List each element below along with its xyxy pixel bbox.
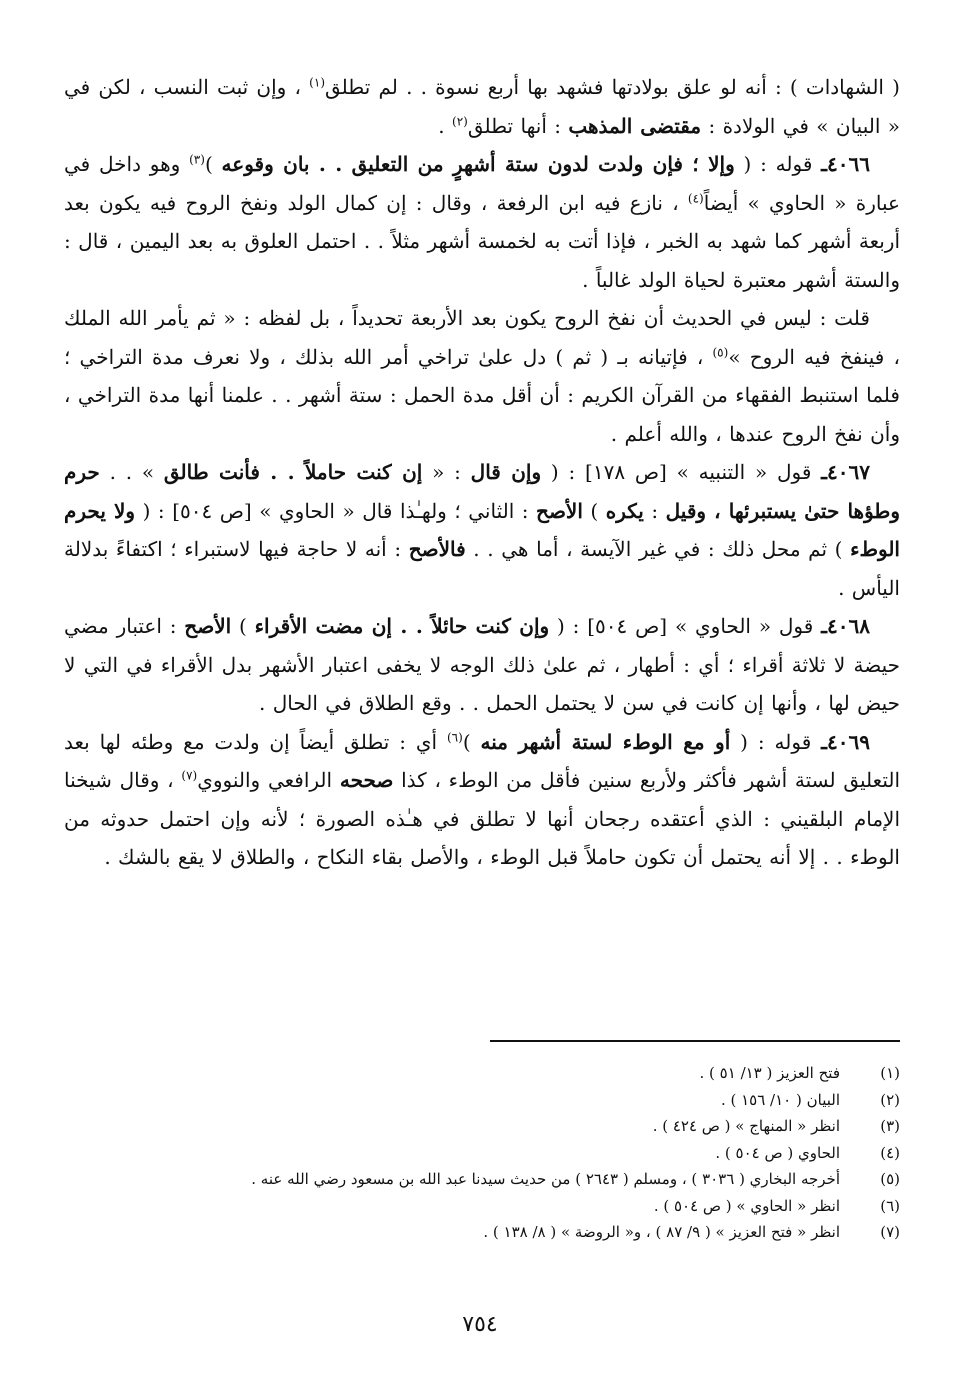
text-run: ، وقال شيخنا الإمام البلقيني : الذي أعتقده رجحان أنها لا تطلق في هـٰذه الصورة ؛ لأنه وإن احتمل حدوثه من الوطء . . إلا أنه يحتمل أن تكون حاملاً قبل الوطء ، والأصل بقاء النكاح ، والطلاق لا يقع بالشك . <box>64 768 900 869</box>
footnote-marker: (٣) <box>189 152 205 167</box>
bold-text-run: إن كنت حاملاً . . فأنت طالق <box>163 460 423 484</box>
footnote-text: البيان ( ١٠/ ١٥٦ ) . <box>720 1090 840 1109</box>
footnote-text: أخرجه البخاري ( ٣٠٣٦ ) ، ومسلم ( ٢٦٤٣ ) من حديث سيدنا عبد الله بن مسعود رضي الله عنه . <box>251 1170 840 1188</box>
text-run: ) <box>582 498 606 523</box>
bold-text-run: صححه <box>339 768 394 792</box>
text-run: ) ثم محل ذلك : في غير الآيسة ، أما هي . . <box>465 537 851 561</box>
text-run: : أنه لا حاجة فيها لاستبراء ؛ اكتفاءً بدلالة اليأس . <box>64 537 900 600</box>
footnote-item <box>64 1193 900 1220</box>
bold-text-run: وإن كنت حائلاً . . إن مضت الأقراء <box>254 614 550 638</box>
text-run: قلت : ليس في الحديث أن نفخ الروح يكون بعد الأربعة تحديداً ، بل لفظه : « ثم يأمر الله الملك ، فينفخ فيه الروح » <box>64 306 900 369</box>
paragraph-p3 <box>64 299 900 453</box>
text-run: » . . <box>99 460 164 484</box>
footnote-marker: (٧) <box>181 768 198 783</box>
footnote-item <box>64 1140 900 1167</box>
footnote-item <box>64 1087 900 1114</box>
footnote-marker: (٤) <box>687 190 704 205</box>
footnote-number: (٤) <box>880 1143 900 1162</box>
bold-text-run: أو مع الوطء لستة أشهر منه <box>480 729 731 754</box>
footnote-marker: (٥) <box>712 344 729 359</box>
bold-text-run: ولا يحرم الوطء <box>64 498 900 561</box>
text-run: قوله : ( <box>730 729 822 754</box>
bold-text-run: ٤٠٦٧ـ <box>821 460 870 484</box>
footnote-number: (٦) <box>880 1196 900 1215</box>
text-run: وهو داخل في عبارة « الحاوي » أيضاً <box>64 152 900 215</box>
footnote-item <box>64 1113 900 1140</box>
text-run: ، نازع فيه ابن الرفعة ، وقال : إن كمال الولد ونفخ الروح فيه يكون بعد أربعة أشهر كما شهد به الخبر ، فإذا أتت به لخمسة أشهر مثلاً . . احتمل العلوق به بعد اليمين ، قال : والستة أشهر معتبرة لحياة الولد غالباً . <box>64 190 900 292</box>
footnote-number: (١) <box>880 1064 900 1082</box>
page-number: ٧٥٤ <box>462 1312 498 1337</box>
bold-text-run: فالأصح <box>408 537 466 561</box>
footnote-marker: (٢) <box>452 113 468 128</box>
footnote-text: فتح العزيز ( ١٣/ ٥١ ) . <box>699 1064 840 1082</box>
bold-text-run: ٤٠٦٨ـ <box>821 614 870 638</box>
bold-text-run: وإن قال <box>470 460 542 484</box>
paragraph-p5 <box>64 607 900 723</box>
bold-text-run: وإلا ؛ فإن ولدت لدون ستة أشهرٍ من التعليق . . بان وقوعه <box>221 152 735 176</box>
text-run: قوله : ( <box>734 152 822 176</box>
footnote-number: (٧) <box>880 1223 900 1241</box>
bold-text-run: يكره <box>605 498 644 523</box>
footnote-marker: (٦) <box>446 729 463 744</box>
text-run: أي : تطلق أيضاً إن ولدت مع وطئه لها بعد التعليق لستة أشهر فأكثر ولأربع سنين فأقل من الوطء ، كذا <box>64 729 901 792</box>
footnote-text: الحاوي ( ص ٥٠٤ ) . <box>715 1143 840 1162</box>
text-run: : « <box>422 460 471 484</box>
footnote-text: انظر « المنهاج » ( ص ٤٢٤ ) . <box>652 1117 840 1135</box>
text-run: ، فإتيانه بـ ( ثم ) دل علىٰ تراخي أمر الله بذلك ، ولا نعرف مدة التراخي ؛ فلما استنبط الفقهاء من القرآن الكريم : أن أقل مدة الحمل : ستة أشهر . . علمنا أنها مدة التراخي ، وأن نفخ الروح عندها ، والله أعلم . <box>64 344 900 446</box>
bold-text-run: مقتضى المذهب <box>568 113 702 138</box>
footnote-divider <box>490 1040 900 1042</box>
paragraph-p6 <box>64 723 900 877</box>
text-run: ) <box>204 152 222 176</box>
bold-text-run: ٤٠٦٩ـ <box>821 729 870 754</box>
paragraph-p2 <box>64 145 900 299</box>
footnote-number: (٢) <box>880 1090 900 1109</box>
text-run: ) <box>231 614 255 638</box>
text-run: . <box>438 113 453 138</box>
footnote-marker: (١) <box>309 75 325 90</box>
text-run: قول « التنبيه » [ص ١٧٨] : ( <box>541 460 822 484</box>
bold-text-run: الأصح <box>536 498 583 523</box>
footnote-text: انظر « الحاوي » ( ص ٥٠٤ ) . <box>653 1196 840 1215</box>
text-run: : الثاني ؛ ولهـٰذا قال « الحاوي » [ص ٥٠٤] : ( <box>135 498 537 523</box>
bold-text-run: الأصح <box>184 614 232 638</box>
footnote-item <box>64 1166 900 1193</box>
footnote-number: (٥) <box>880 1170 900 1188</box>
paragraph-p1 <box>64 68 900 145</box>
text-run: ) <box>462 729 481 754</box>
text-run: قول « الحاوي » [ص ٥٠٤] : ( <box>549 614 822 638</box>
footnote-text: انظر « فتح العزيز » ( ٩/ ٨٧ ) ، و« الروضة » ( ٨/ ١٣٨ ) . <box>483 1223 840 1241</box>
footnote-number: (٣) <box>880 1117 900 1135</box>
main-text <box>64 68 900 877</box>
footnotes <box>64 1060 900 1246</box>
text-run: : اعتبار مضي حيضة لا ثلاثة أقراء ؛ أي : أطهار ، ثم علىٰ ذلك الوجه لا يخفى اعتبار الأشهر بدل الأقراء في التي لا حيض لها ، وأنها إن كانت في سن لا يحتمل الحمل . . وقع الطلاق في الحال . <box>64 614 900 715</box>
text-run: الرافعي والنووي <box>197 768 340 792</box>
text-run: ( الشهادات ) : أنه لو علق بولادتها فشهد بها أربع نسوة . . لم تطلق <box>325 75 900 99</box>
footnote-item <box>64 1060 900 1087</box>
bold-text-run: ٤٠٦٦ـ <box>821 152 870 176</box>
text-run: : أنها تطلق <box>467 113 569 138</box>
text-run: ، وإن ثبت النسب ، لكن في « البيان » في الولادة : <box>64 75 900 138</box>
text-run: : <box>643 498 666 523</box>
paragraph-p4 <box>64 453 900 607</box>
bold-text-run: حرم وطؤها حتىٰ يستبرئها ، وقيل <box>64 460 901 523</box>
footnote-item <box>64 1219 900 1246</box>
